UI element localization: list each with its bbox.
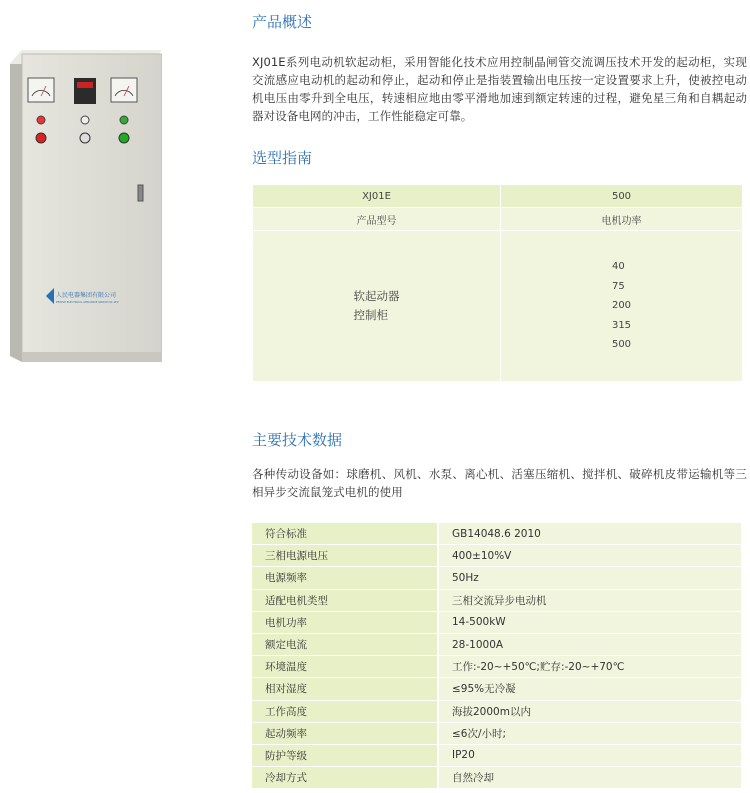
- specs-intro-paragraph: 各种传动设备如：球磨机、风机、水泵、离心机、活塞压缩机、搅拌机、破碎机皮带运输机等三相异步交流鼠笼式电机的使用: [252, 467, 747, 499]
- spec-key: 额定电流: [252, 633, 438, 655]
- spec-value: 14-500kW: [438, 611, 742, 633]
- table-row: [252, 656, 742, 678]
- power-item: 200: [611, 300, 632, 312]
- section-title-overview: 产品概述: [252, 13, 313, 31]
- product-name-line: 控制柜: [353, 308, 388, 322]
- table-row: [253, 231, 743, 382]
- table-row: [252, 633, 742, 655]
- spec-key: 冷却方式: [252, 767, 438, 789]
- spec-key: 适配电机类型: [252, 589, 438, 611]
- table-row: [252, 767, 742, 789]
- table-row: [252, 722, 742, 744]
- spec-value: 工作:-20~+50℃;贮存:-20~+70℃: [438, 656, 742, 678]
- soft-starter-cabinet-image: [10, 50, 162, 362]
- overview-paragraph: XJ01E系列电动机软起动柜，采用智能化技术应用控制晶闸管交流调压技术开发的起动柜，实现交流感应电动机的起动和停止，起动和停止是指装置输出电压按一定设置要求上升，使被控电动机电压由零升到全电压，转速相应地由零平滑地加速到额定转速的过程，避免星三角和自耦起动器对设备电网的冲击，工作性能稳定可靠。: [252, 55, 747, 123]
- cabinet-logo-text: 人民电器集团有限公司: [56, 292, 117, 299]
- product-name-cell: [253, 231, 501, 382]
- spec-value: 三相交流异步电动机: [438, 589, 742, 611]
- spec-value: ≤95%无冷凝: [438, 678, 742, 700]
- table-row: [252, 545, 742, 567]
- power-item: 500: [611, 339, 632, 351]
- product-name-line: 软起动器: [353, 289, 400, 303]
- spec-value: ≤6次/小时;: [438, 722, 742, 744]
- table-row: [252, 567, 742, 589]
- cabinet-logo-subtext: PEOPLE ELECTRICAL APPLIANCE GROUP CO.,LTD: [56, 301, 119, 304]
- table-row: [252, 589, 742, 611]
- power-label-cell: 电机功率: [501, 208, 743, 231]
- spec-key: 环境温度: [252, 656, 438, 678]
- power-list-cell: [501, 231, 743, 382]
- table-row: [252, 678, 742, 700]
- table-row: [252, 744, 742, 766]
- spec-key: 相对湿度: [252, 678, 438, 700]
- table-row: [252, 523, 742, 545]
- spec-value: 50Hz: [438, 567, 742, 589]
- power-item: 75: [611, 280, 625, 292]
- spec-key: 工作高度: [252, 700, 438, 722]
- power-value-cell: 500: [501, 185, 743, 208]
- table-row: [252, 611, 742, 633]
- spec-value: 海拔2000m以内: [438, 700, 742, 722]
- spec-key: 起动频率: [252, 722, 438, 744]
- section-title-specs: 主要技术数据: [252, 431, 343, 449]
- spec-value: IP20: [438, 744, 742, 766]
- spec-key: 电机功率: [252, 611, 438, 633]
- model-label-cell: 产品型号: [253, 208, 501, 231]
- power-item: 315: [611, 319, 632, 331]
- spec-value: 自然冷却: [438, 767, 742, 789]
- spec-key: 三相电源电压: [252, 545, 438, 567]
- table-row: [253, 185, 743, 208]
- spec-key: 防护等级: [252, 744, 438, 766]
- specs-table: [252, 523, 743, 789]
- model-value-cell: XJ01E: [253, 185, 501, 208]
- selection-table: [252, 184, 743, 382]
- spec-value: 28-1000A: [438, 633, 742, 655]
- spec-value: 400±10%V: [438, 545, 742, 567]
- table-row: [252, 700, 742, 722]
- section-title-selection: 选型指南: [252, 149, 313, 167]
- power-item: 40: [611, 261, 625, 273]
- spec-key: 电源频率: [252, 567, 438, 589]
- spec-value: GB14048.6 2010: [438, 523, 742, 545]
- spec-key: 符合标准: [252, 523, 438, 545]
- table-row: [253, 208, 743, 231]
